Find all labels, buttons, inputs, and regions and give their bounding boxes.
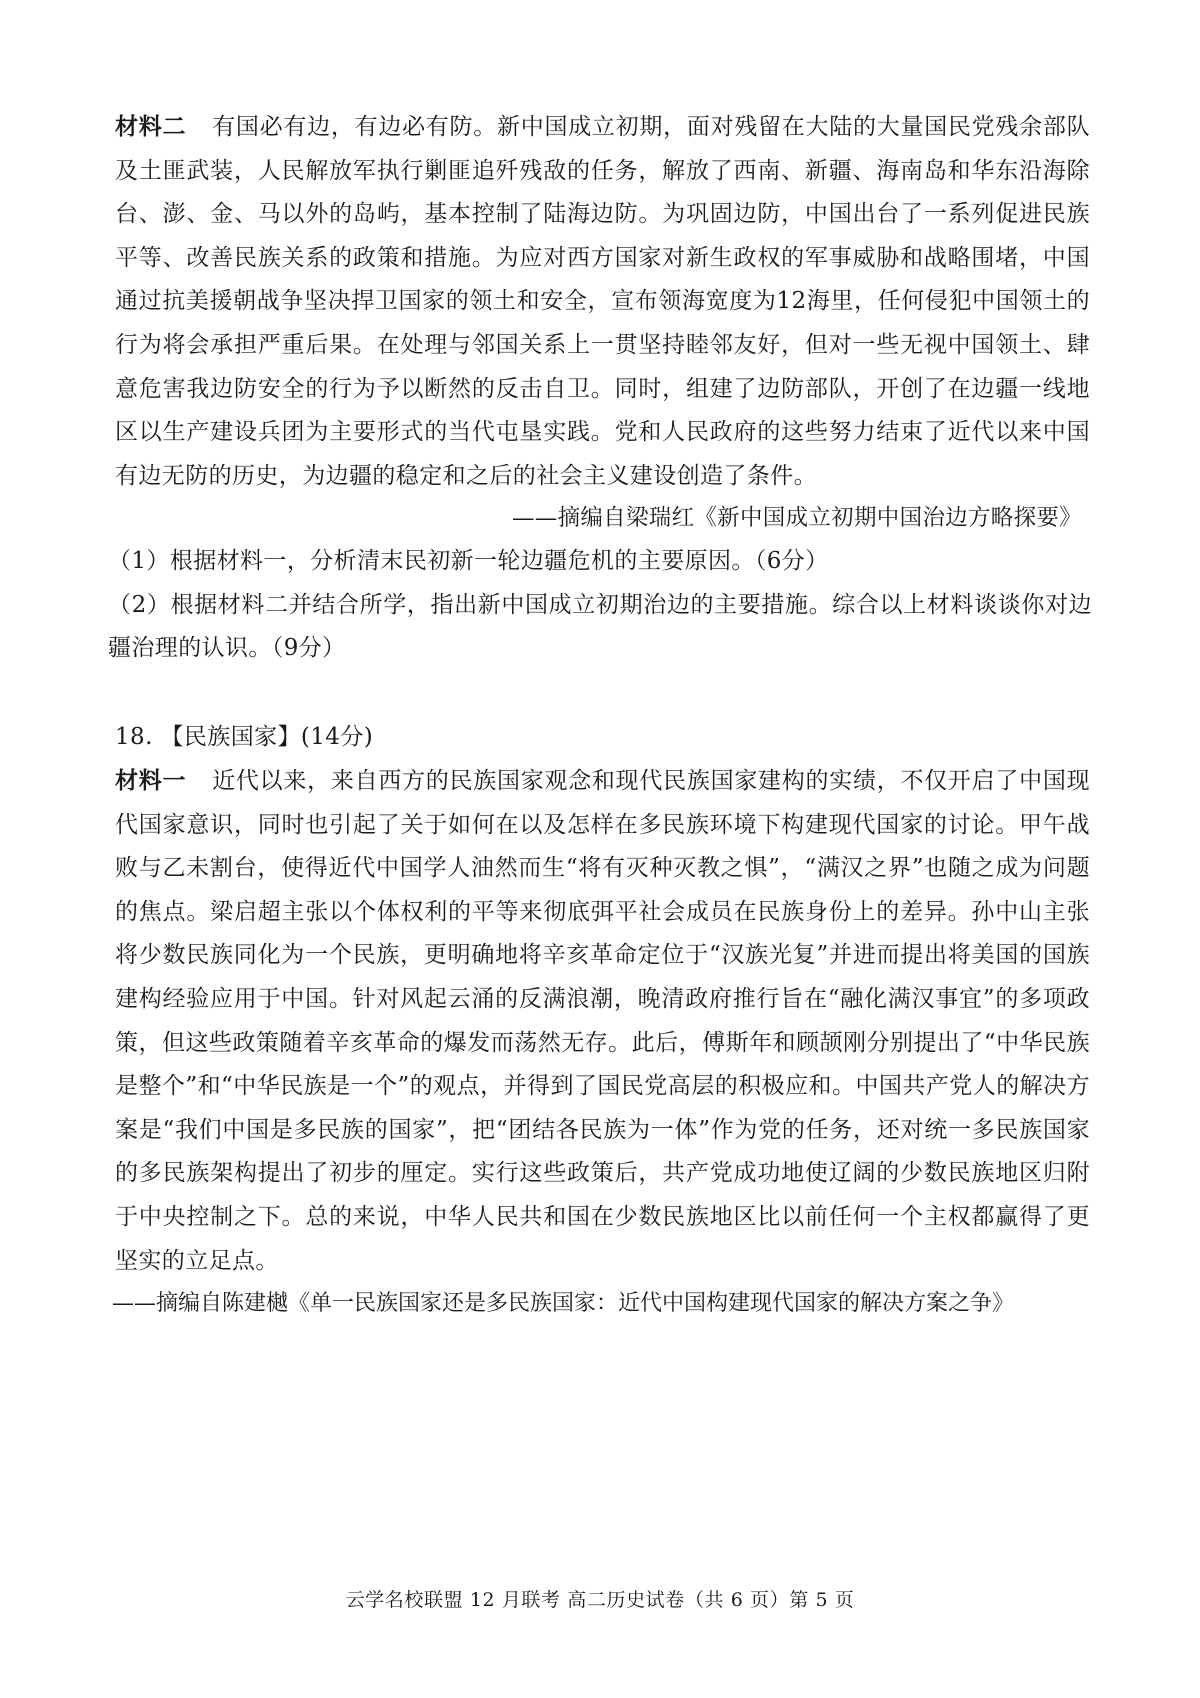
q18-material-1-source: ——摘编自陈建樾《单一民族国家还是多民族国家：近代中国构建现代国家的解决方案之争》 [112,1291,1015,1316]
q18-material-1-label: 材料一 [115,768,187,794]
question-18-heading-block [115,716,1090,760]
material-2-source: ——摘编自梁瑞红《新中国成立初期中国治边方略探要》 [511,505,1082,531]
material-2-paragraph [115,106,1090,498]
questions-block [108,540,1092,671]
q18-material-1-block [115,760,1090,1283]
material-2-block [115,106,1090,498]
q18-material-1-text: 近代以来，来自西方的民族国家观念和现代民族国家建构的实绩，不仅开启了中国现代国家意识，同时也引起了关于如何在以及怎样在多民族环境下构建现代国家的讨论。甲午战败与乙未割台，使得近代中国学人油然而生“将有灭种灭教之惧”，“满汉之界”也随之成为问题的焦点。梁启超主张以个体权利的平等来彻底弭平社会成员在民族身份上的差异。孙中山主张将少数民族同化为一个民族，更明确地将辛亥革命定位于“汉族光复”并进而提出将美国的国族建构经验应用于中国。针对风起云涌的反满浪潮，晚清政府推行旨在“融化满汉事宜”的多项政策，但这些政策随着辛亥革命的爆发而荡然无存。此后，傅斯年和顾颉刚分别提出了“中华民族是整个”和“中华民族是一个”的观点，并得到了国民党高层的积极应和。中国共产党人的解决方案是“我们中国是多民族的国家”，把“团结各民族为一体”作为党的任务，还对统一多民族国家的多民族架构提出了初步的厘定。实行这些政策后，共产党成功地使辽阔的少数民族地区归附于中央控制之下。总的来说，中华人民共和国在少数民族地区比以前任何一个主权都赢得了更坚实的立足点。 [115,768,1090,1274]
question-1: （1）根据材料一，分析清末民初新一轮边疆危机的主要原因。（6分） [108,548,829,574]
question-2: （2）根据材料二并结合所学，指出新中国成立初期治边的主要措施。综合以上材料谈谈你对边疆治理的认识。（9分） [108,591,1092,662]
page-footer: 云学名校联盟 12 月联考 高二历史试卷（共 6 页）第 5 页 [345,1589,855,1611]
question-18-heading: 18. 【民族国家】(14分) [115,724,374,750]
material-2-label: 材料二 [115,114,187,140]
q18-material-1-paragraph [115,760,1090,1283]
material-2-text: 有国必有边，有边必有防。新中国成立初期，面对残留在大陆的大量国民党残余部队及土匪武装，人民解放军执行剿匪追歼残敌的任务，解放了西南、新疆、海南岛和华东沿海除台、澎、金、马以外的岛屿，基本控制了陆海边防。为巩固边防，中国出台了一系列促进民族平等、改善民族关系的政策和措施。为应对西方国家对新生政权的军事威胁和战略围堵，中国通过抗美援朝战争坚决捍卫国家的领土和安全，宣布领海宽度为12海里，任何侵犯中国领土的行为将会承担严重后果。在处理与邻国关系上一贯坚持睦邻友好，但对一些无视中国领土、肆意危害我边防安全的行为予以断然的反击自卫。同时，组建了边防部队，开创了在边疆一线地区以生产建设兵团为主要形式的当代屯垦实践。党和人民政府的这些努力结束了近代以来中国有边无防的历史，为边疆的稳定和之后的社会主义建设创造了条件。 [115,114,1090,489]
